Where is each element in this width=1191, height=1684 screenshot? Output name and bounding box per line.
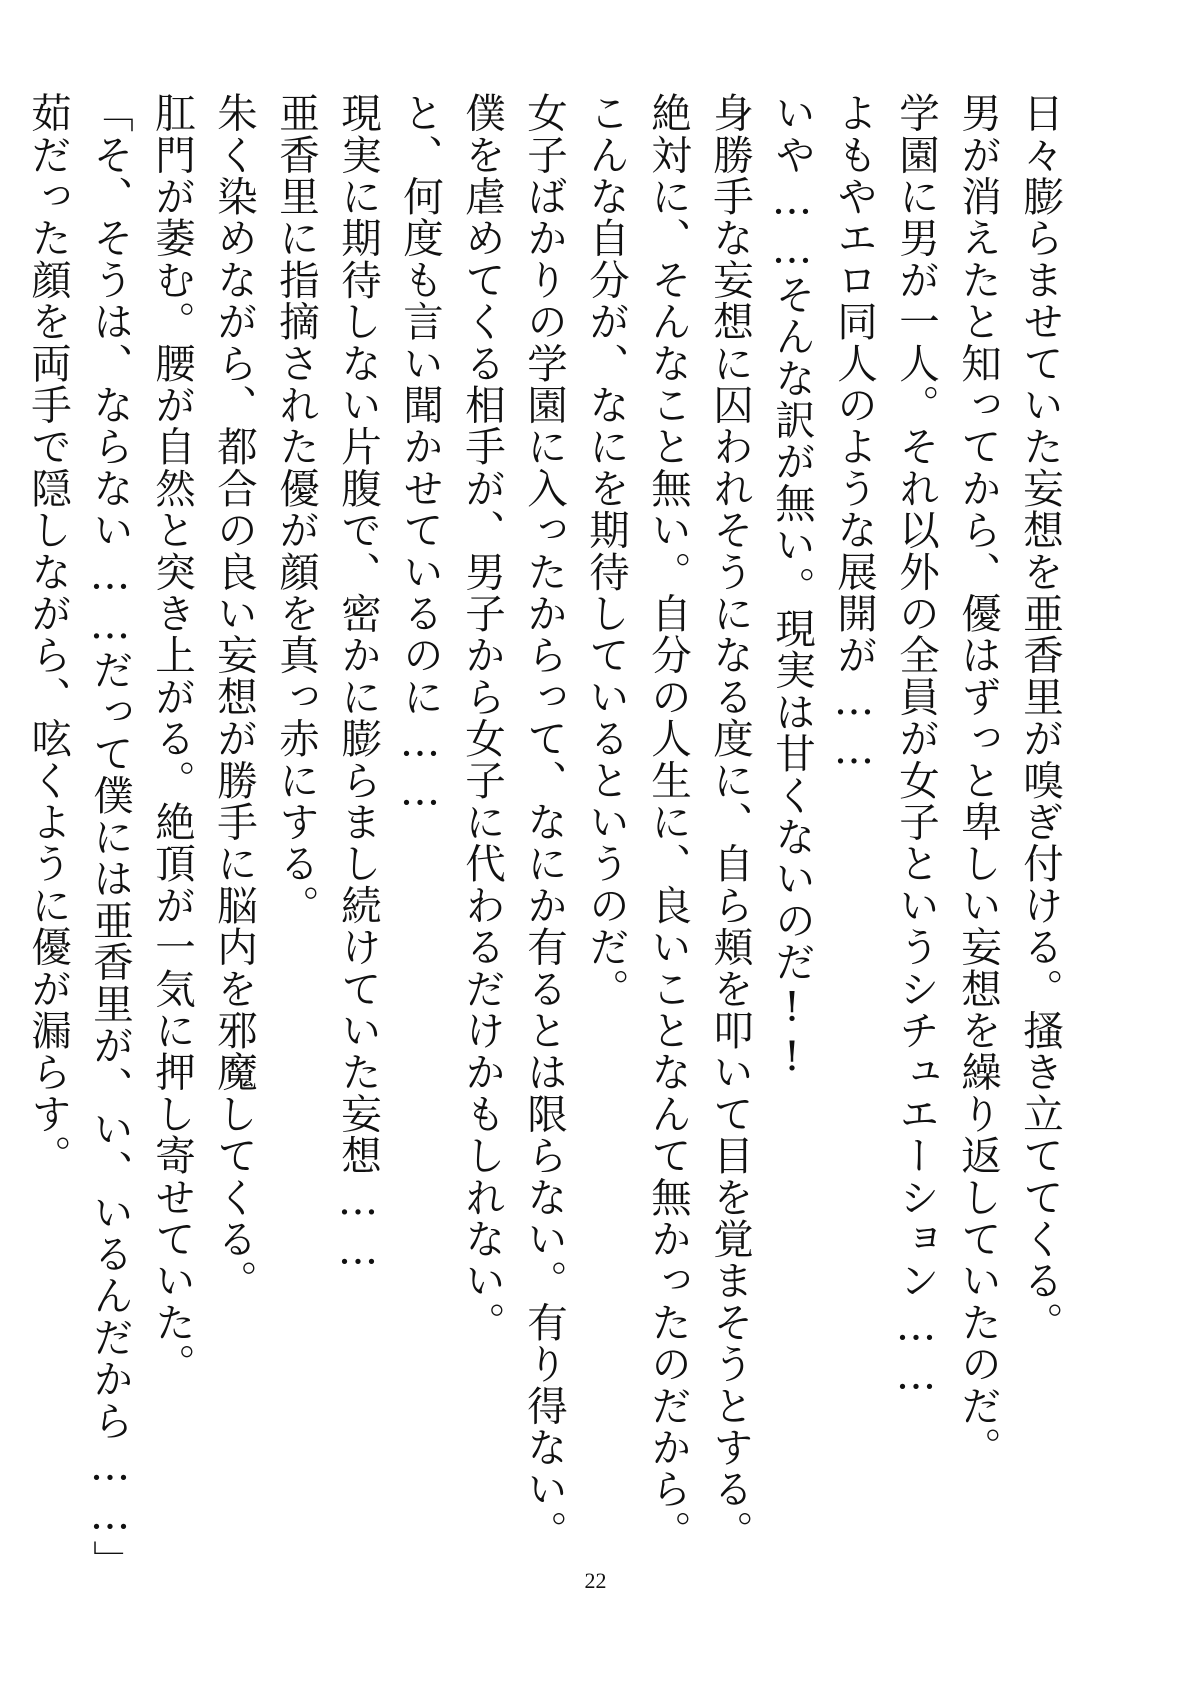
text-line: 女子ばかりの学園に入ったからって、なにか有るとは限らない。有り得ない。 [520, 92, 568, 1552]
text-line: いや……そんな訳が無い。現実は甘くないのだ!! [768, 92, 816, 1082]
text-line: と、何度も言い聞かせているのに…… [396, 92, 444, 816]
text-line: 絶対に、そんなこと無い。自分の人生に、良いことなんて無かったのだから。 [644, 92, 692, 1552]
text-line: よもやエロ同人のような展開が…… [830, 92, 878, 775]
text-line: 身勝手な妄想に囚われそうになる度に、自ら頬を叩いて目を覚まそうとする。 [706, 92, 754, 1552]
text-line: 現実に期待しない片腹で、密かに膨らまし続けていた妄想…… [334, 92, 382, 1275]
text-line: 亜香里に指摘された優が顔を真っ赤にする。 [272, 92, 320, 927]
text-line: 日々膨らませていた妄想を亜香里が嗅ぎ付ける。搔き立ててくる。 [1016, 92, 1064, 1343]
text-line: 朱く染めながら、都合の良い妄想が勝手に脳内を邪魔してくる。 [210, 92, 258, 1302]
text-line: 茹だった顔を両手で隠しながら、呟くように優が漏らす。 [24, 92, 72, 1177]
text-line: こんな自分が、なにを期待しているというのだ。 [582, 92, 630, 1010]
page-number: 22 [584, 1568, 607, 1593]
text-line: 僕を虐めてくる相手が、男子から女子に代わるだけかもしれない。 [458, 92, 506, 1343]
text-line: 肛門が萎む。腰が自然と突き上がる。絶頂が一気に押し寄せていた。 [148, 92, 196, 1385]
text-line: 「そ、そうは、ならない……だって僕には亜香里が、い、いるんだから……」 [86, 92, 134, 1582]
text-line: 学園に男が一人。それ以外の全員が女子というシチュエーション…… [892, 92, 940, 1400]
text-line: 男が消えたと知ってから、優はずっと卑しい妄想を繰り返していたのだ。 [954, 92, 1002, 1469]
